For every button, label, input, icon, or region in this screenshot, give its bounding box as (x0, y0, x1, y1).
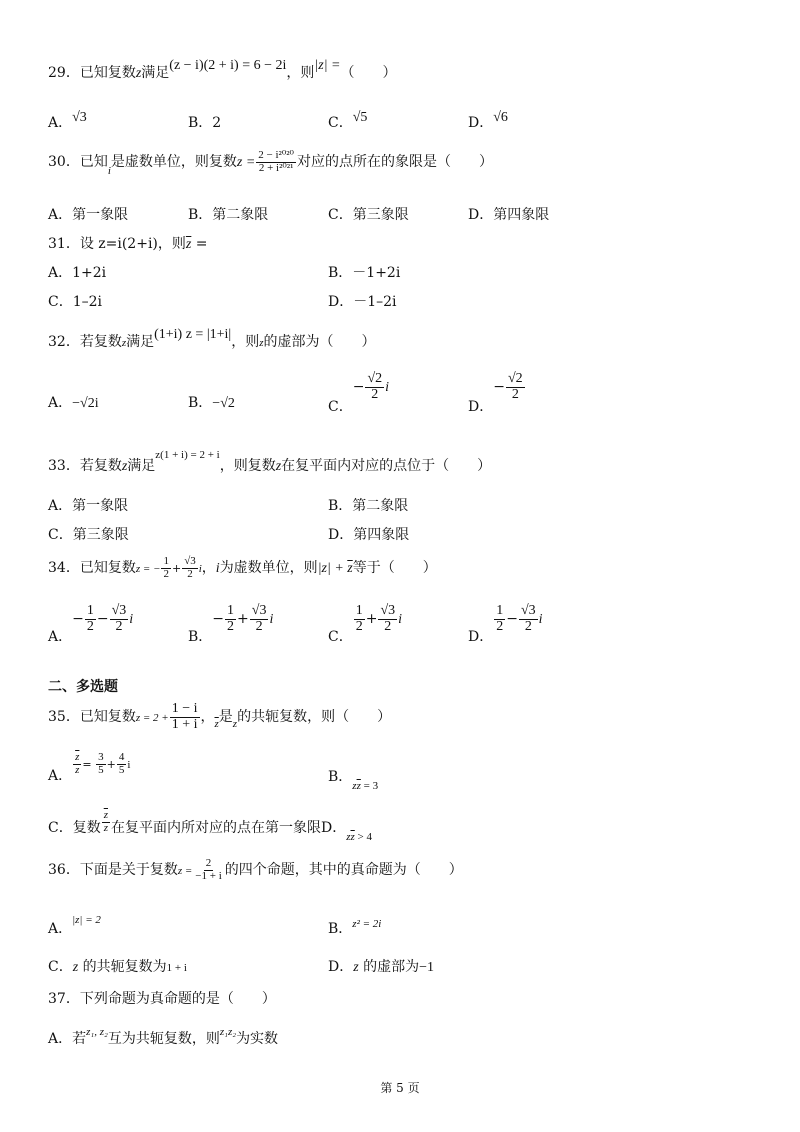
q35-stem: 35．已知复数z = 2 + $\frac{1 - i}{1 + i}$ ，$_{\overline{z}}$是$_z$的共轭复数，则（ ） (48, 701, 392, 732)
q29-option-a: A．√3 (48, 110, 87, 131)
q33-option-a: A．第一象限 (48, 498, 129, 514)
q34-option-d: D． $\frac{1}{2}$ − $\frac{√3}{2}$ i (468, 603, 543, 646)
q33-equation: z(1 + i) = 2 + i (155, 449, 220, 461)
q32-stem: 32．若复数z满足(1+i) z = |1+i|，则z的虚部为（ ） (48, 327, 376, 350)
q31-stem: 31．设 z=i(2+i)，则$\overline{z}$ = (48, 236, 208, 252)
q33-option-b: B．第二象限 (328, 498, 409, 514)
q32-option-b: B．−√2 (188, 395, 235, 411)
q31-option-a: A．1+2i (48, 265, 107, 281)
q35-option-b: B．$_{z\overline{z}}$ $_{= 3}$ (328, 769, 379, 792)
q32-equation: (1+i) z = |1+i| (154, 327, 232, 342)
q30-option-c: C．第三象限 (328, 207, 409, 223)
q30-option-d: D．第四象限 (468, 207, 550, 223)
q29-option-d: D．√6 (468, 110, 508, 131)
q33-option-d: D．第四象限 (328, 527, 410, 543)
q29-stem: 29．已知复数z满足(z − i)(2 + i) = 6 − 2i，则|z| =（ ） (48, 58, 397, 81)
q29-option-c: C．√5 (328, 110, 368, 131)
q33-option-c: C．第三象限 (48, 527, 129, 543)
q33-stem: 33．若复数z满足$^{z(1 + i) = 2 + i}$，则复数z在复平面内对应的点位于（ ） (48, 449, 492, 474)
q35-option-c: C．复数 $\frac{\overline{z}}{z}$ 在复平面内所对应的点在第一象限D．$_{z\overline{z}}$ $_{> 4}$ (48, 809, 373, 844)
q37-stem: 37．下列命题为真命题的是（ ） (48, 991, 276, 1007)
q32-option-a: A．−√2i (48, 395, 99, 411)
q34-option-c: C． $\frac{1}{2}$ + $\frac{√3}{2}$ i (328, 603, 403, 646)
q34-stem: 34．已知复数z = − $\frac{1}{2}$ + $\frac{√3}{2}$ i，i为虚数单位，则$|z| + \overline{z}$等于（ ） (48, 555, 437, 580)
q30-option-b: B．第二象限 (188, 207, 269, 223)
q37-option-a: A．若$^{z_1, z_2}$互为共轭复数，则$^{z_1z_2}$为实数 (48, 1026, 279, 1047)
q30-option-a: A．第一象限 (48, 207, 129, 223)
q30-stem: 30．已知$_i$是虚数单位，则复数z = $\frac{\text{2 − i²⁰²⁰}}{\text{2 + i²⁰²¹}}$ 对应的点所在的象限是（ ） (48, 149, 493, 178)
q31-option-c: C．1–2i (48, 294, 103, 310)
q34-option-b: B．− $\frac{1}{2}$ + $\frac{√3}{2}$ i (188, 603, 274, 646)
q36-stem: 36．下面是关于复数z = $\frac{2}{-1 + i}$ 的四个命题，其中的真命题为（ ） (48, 857, 463, 882)
q31-option-b: B．－1+2i (328, 265, 401, 281)
q36-option-b: B．z² = 2i (328, 918, 382, 937)
q32-option-d: D．− $\frac{√2}{2}$ (468, 371, 523, 416)
q31-option-d: D．－1–2i (328, 294, 397, 310)
q36-option-c: C．z 的共轭复数为1 + i (48, 959, 187, 975)
q32-option-c: C．− $\frac{√2}{2}$ i (328, 371, 390, 416)
q29-equation: (z − i)(2 + i) = 6 − 2i (169, 58, 287, 73)
q34-option-a: A．− $\frac{1}{2}$ − $\frac{√3}{2}$ i (48, 603, 134, 646)
q29-option-b: B．2 (188, 115, 222, 131)
q35-option-a: A． $\frac{\overline{z}}{z}$ = $\frac{3}{5}$ + $\frac{4}{5}$ i (48, 751, 131, 785)
q36-option-a: A．|z| = 2 (48, 914, 101, 937)
page-number: 第 5 页 (380, 1081, 420, 1095)
q36-option-d: D．z 的虚部为−1 (328, 959, 435, 975)
section-heading-multiple-choice: 二、多选题 (48, 679, 118, 695)
